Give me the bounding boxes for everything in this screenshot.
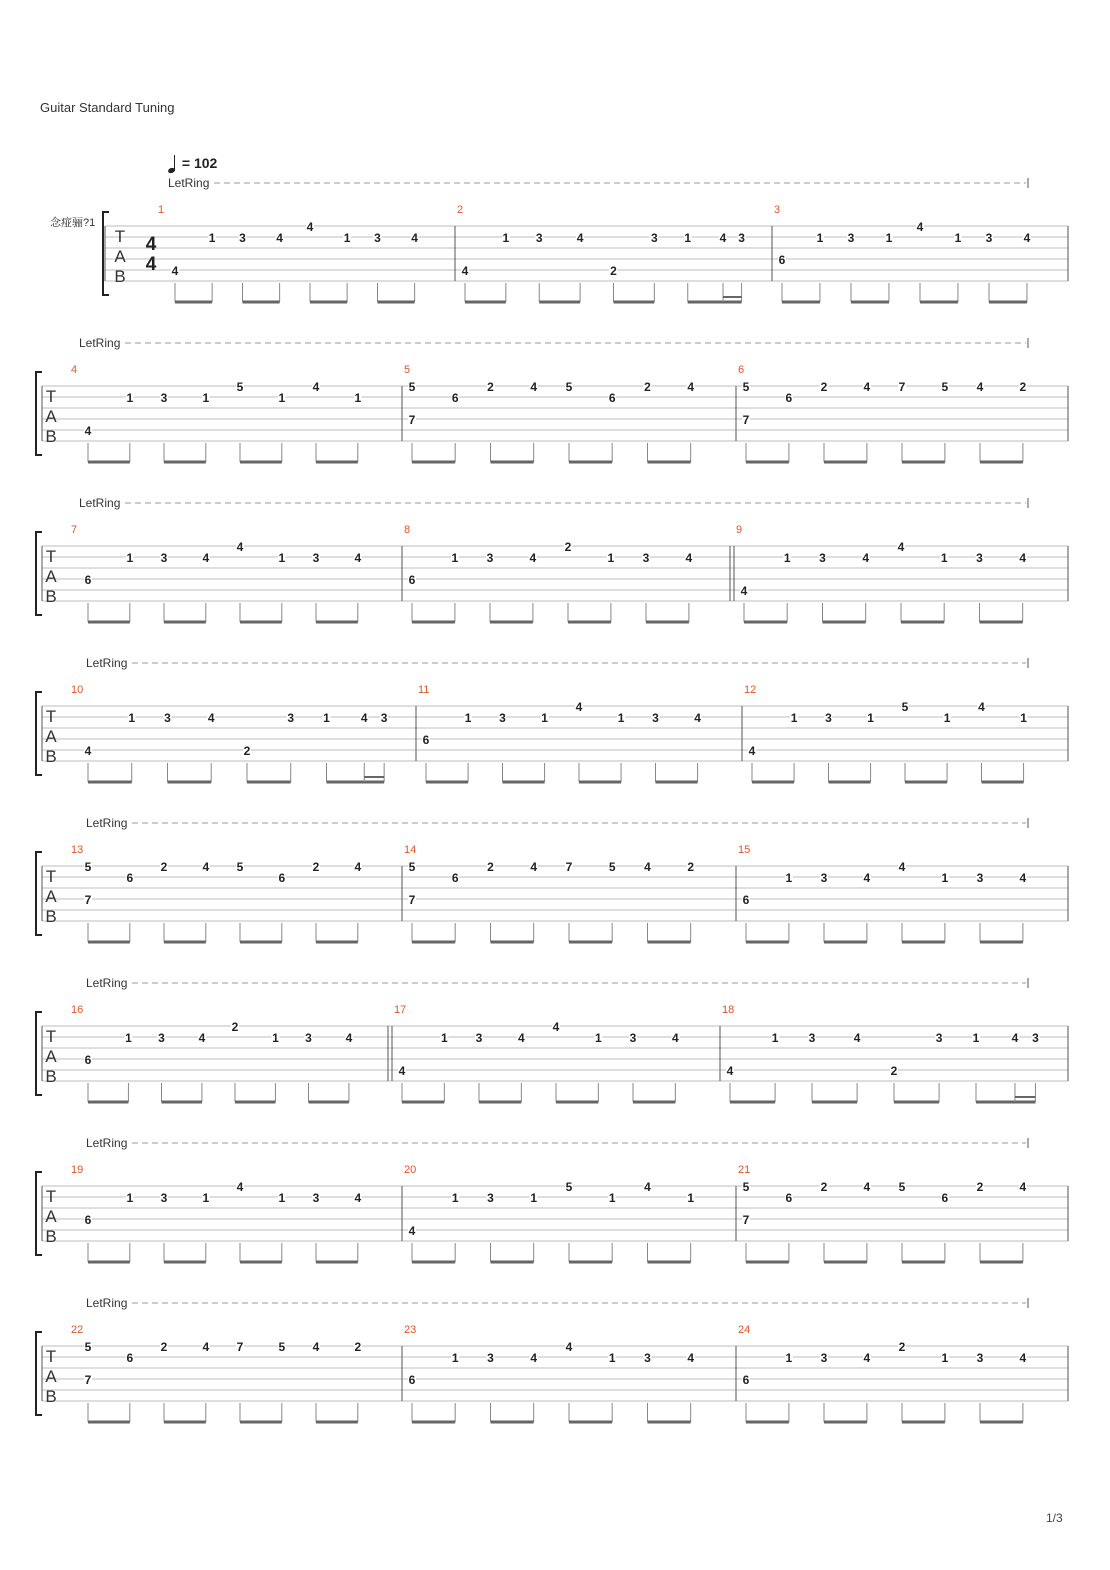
fret-number: 4 <box>84 424 92 438</box>
measure-number: 8 <box>404 524 411 536</box>
fret-number: 5 <box>408 380 416 394</box>
tab-clef-letter: T <box>45 387 57 406</box>
fret-number: 4 <box>644 860 651 874</box>
fret-number: 4 <box>171 264 179 278</box>
fret-number: 5 <box>565 380 573 394</box>
fret-number: 6 <box>785 391 793 405</box>
fret-number: 4 <box>740 584 748 598</box>
fret-number: 5 <box>565 1180 573 1194</box>
fret-number: 1 <box>126 551 134 565</box>
fret-number: 5 <box>608 860 616 874</box>
fret-number: 3 <box>380 711 388 725</box>
fret-number: 3 <box>475 1031 483 1045</box>
measure-number: 7 <box>71 524 78 536</box>
measure-number: 16 <box>71 1004 84 1016</box>
fret-number: 6 <box>278 871 286 885</box>
fret-number: 7 <box>84 893 92 907</box>
fret-number: 4 <box>1019 871 1027 885</box>
fret-number: 4 <box>236 1180 244 1194</box>
fret-number: 4 <box>916 220 924 234</box>
fret-number: 1 <box>885 231 893 245</box>
measure-number: 11 <box>418 684 430 696</box>
fret-number: 1 <box>943 711 951 725</box>
fret-number: 5 <box>236 860 244 874</box>
tab-clef-letter: A <box>45 887 57 906</box>
letring-label: LetRing <box>86 816 128 830</box>
fret-number: 3 <box>819 551 826 565</box>
fret-number: 1 <box>783 551 791 565</box>
fret-number: 1 <box>1020 711 1027 725</box>
system-bracket <box>36 692 42 775</box>
fret-number: 3 <box>652 711 659 725</box>
fret-number: 1 <box>202 1191 210 1205</box>
fret-number: 4 <box>685 551 693 565</box>
letring-label: LetRing <box>86 656 128 670</box>
fret-number: 1 <box>323 711 330 725</box>
fret-number: 1 <box>790 711 798 725</box>
tab-clef-letter: A <box>45 407 57 426</box>
fret-number: 5 <box>898 1180 906 1194</box>
letring-label: LetRing <box>86 976 128 990</box>
fret-number: 3 <box>738 231 745 245</box>
fret-number: 2 <box>687 860 695 874</box>
fret-number: 2 <box>564 540 572 554</box>
fret-number: 3 <box>985 231 993 245</box>
fret-number: 4 <box>398 1064 406 1078</box>
fret-number: 3 <box>976 551 983 565</box>
fret-number: 4 <box>575 700 583 714</box>
fret-number: 3 <box>164 711 171 725</box>
fret-number: 6 <box>742 893 750 907</box>
fret-number: 4 <box>312 1340 320 1354</box>
measure-number: 3 <box>774 204 781 216</box>
fret-number: 2 <box>610 264 617 278</box>
fret-number: 3 <box>158 1031 165 1045</box>
tab-clef-letter: B <box>45 427 57 446</box>
fret-number: 1 <box>126 391 134 405</box>
system-bracket <box>36 852 42 935</box>
fret-number: 4 <box>726 1064 734 1078</box>
fret-number: 4 <box>897 540 905 554</box>
fret-number: 1 <box>541 711 548 725</box>
fret-number: 5 <box>941 380 949 394</box>
track-name: 念痖骊?1 <box>50 217 96 229</box>
fret-number: 1 <box>816 231 824 245</box>
fret-number: 4 <box>863 1180 871 1194</box>
fret-number: 4 <box>202 551 210 565</box>
tab-clef-letter: A <box>114 247 126 266</box>
fret-number: 4 <box>1011 1031 1019 1045</box>
measure-number: 5 <box>404 364 411 376</box>
fret-number: 4 <box>202 1340 210 1354</box>
fret-number: 1 <box>607 551 615 565</box>
fret-number: 4 <box>354 551 362 565</box>
tab-clef-letter: B <box>45 1227 57 1246</box>
fret-number: 4 <box>518 1031 525 1045</box>
measure-number: 1 <box>158 204 165 216</box>
fret-number: 1 <box>785 1351 793 1365</box>
fret-number: 1 <box>867 711 874 725</box>
fret-number: 6 <box>84 1053 92 1067</box>
system-bracket <box>36 532 42 615</box>
fret-number: 5 <box>84 860 92 874</box>
measure-number: 15 <box>738 844 751 856</box>
fret-number: 2 <box>160 1340 168 1354</box>
fret-number: 5 <box>84 1340 92 1354</box>
fret-number: 4 <box>719 231 727 245</box>
system-bracket <box>36 1172 42 1255</box>
system-bracket <box>36 372 42 455</box>
fret-number: 4 <box>863 1351 871 1365</box>
tab-clef-letter: B <box>45 747 57 766</box>
fret-number: 4 <box>530 1351 538 1365</box>
fret-number: 4 <box>408 1224 416 1238</box>
fret-number: 6 <box>126 1351 134 1365</box>
measure-number: 17 <box>394 1004 407 1016</box>
fret-number: 3 <box>312 1191 320 1205</box>
tab-clef-letter: T <box>45 1187 57 1206</box>
fret-number: 6 <box>451 391 459 405</box>
fret-number: 5 <box>408 860 416 874</box>
measure-number: 9 <box>736 524 743 536</box>
measure-number: 13 <box>71 844 84 856</box>
fret-number: 1 <box>451 551 459 565</box>
fret-number: 1 <box>972 1031 980 1045</box>
fret-number: 4 <box>207 711 215 725</box>
fret-number: 1 <box>502 231 510 245</box>
fret-number: 1 <box>687 1191 695 1205</box>
fret-number: 1 <box>451 1351 459 1365</box>
fret-number: 1 <box>771 1031 779 1045</box>
fret-number: 7 <box>408 413 416 427</box>
fret-number: 4 <box>360 711 368 725</box>
fret-number: 1 <box>617 711 625 725</box>
fret-number: 3 <box>820 871 828 885</box>
measure-number: 6 <box>738 364 745 376</box>
fret-number: 1 <box>608 1351 616 1365</box>
measure-number: 18 <box>722 1004 735 1016</box>
fret-number: 2 <box>354 1340 362 1354</box>
fret-number: 3 <box>499 711 506 725</box>
fret-number: 7 <box>565 860 573 874</box>
fret-number: 7 <box>742 413 750 427</box>
fret-number: 1 <box>278 1191 286 1205</box>
tab-clef-letter: T <box>45 867 57 886</box>
measure-number: 24 <box>738 1324 751 1336</box>
fret-number: 6 <box>608 391 616 405</box>
fret-number: 4 <box>853 1031 861 1045</box>
fret-number: 2 <box>820 1180 828 1194</box>
fret-number: 7 <box>236 1340 244 1354</box>
fret-number: 2 <box>243 744 251 758</box>
tab-clef-letter: B <box>45 907 57 926</box>
fret-number: 1 <box>941 871 949 885</box>
fret-number: 3 <box>239 231 246 245</box>
tempo-equals: = <box>181 155 191 171</box>
fret-number: 7 <box>742 1213 750 1227</box>
fret-number: 3 <box>287 711 295 725</box>
fret-number: 7 <box>408 893 416 907</box>
letring-label: LetRing <box>168 176 210 190</box>
fret-number: 6 <box>126 871 134 885</box>
fret-number: 5 <box>901 700 909 714</box>
fret-number: 6 <box>941 1191 949 1205</box>
fret-number: 3 <box>644 1351 651 1365</box>
time-signature-top: 4 <box>145 234 157 255</box>
fret-number: 6 <box>742 1373 750 1387</box>
tab-clef-letter: B <box>114 267 126 286</box>
fret-number: 3 <box>486 551 494 565</box>
fret-number: 7 <box>84 1373 92 1387</box>
fret-number: 2 <box>487 380 494 394</box>
fret-number: 4 <box>306 220 314 234</box>
letring-label: LetRing <box>86 1296 128 1310</box>
fret-number: 1 <box>954 231 962 245</box>
fret-number: 1 <box>354 391 362 405</box>
time-signature-bottom: 4 <box>145 254 157 275</box>
fret-number: 3 <box>160 391 168 405</box>
tab-clef-letter: A <box>45 1367 57 1386</box>
fret-number: 1 <box>464 711 472 725</box>
measure-number: 20 <box>404 1164 417 1176</box>
fret-number: 3 <box>160 1191 168 1205</box>
letring-label: LetRing <box>79 336 121 350</box>
fret-number: 5 <box>236 380 244 394</box>
tab-clef-letter: B <box>45 1067 57 1086</box>
fret-number: 6 <box>785 1191 793 1205</box>
fret-number: 3 <box>487 1191 494 1205</box>
measure-number: 2 <box>457 204 464 216</box>
fret-number: 6 <box>451 871 459 885</box>
fret-number: 3 <box>808 1031 816 1045</box>
fret-number: 1 <box>278 391 286 405</box>
fret-number: 4 <box>687 380 695 394</box>
fret-number: 4 <box>198 1031 206 1045</box>
fret-number: 4 <box>1019 551 1027 565</box>
fret-number: 4 <box>1023 231 1031 245</box>
fret-number: 3 <box>847 231 855 245</box>
fret-number: 6 <box>408 573 416 587</box>
fret-number: 4 <box>863 871 871 885</box>
fret-number: 4 <box>687 1351 695 1365</box>
fret-number: 2 <box>644 380 651 394</box>
fret-number: 1 <box>684 231 692 245</box>
fret-number: 3 <box>374 231 381 245</box>
fret-number: 5 <box>742 380 750 394</box>
fret-number: 3 <box>160 551 168 565</box>
fret-number: 4 <box>694 711 701 725</box>
fret-number: 4 <box>565 1340 573 1354</box>
fret-number: 1 <box>126 1191 134 1205</box>
fret-number: 3 <box>976 871 984 885</box>
fret-number: 3 <box>535 231 543 245</box>
fret-number: 4 <box>354 1191 362 1205</box>
fret-number: 1 <box>272 1031 279 1045</box>
fret-number: 1 <box>785 871 793 885</box>
fret-number: 1 <box>202 391 210 405</box>
fret-number: 2 <box>820 380 828 394</box>
fret-number: 3 <box>650 231 658 245</box>
measure-number: 21 <box>738 1164 751 1176</box>
fret-number: 2 <box>312 860 320 874</box>
fret-number: 1 <box>441 1031 448 1045</box>
fret-number: 4 <box>236 540 244 554</box>
fret-number: 5 <box>742 1180 750 1194</box>
system-bracket <box>103 212 109 295</box>
fret-number: 4 <box>1019 1351 1027 1365</box>
fret-number: 4 <box>411 231 418 245</box>
fret-number: 7 <box>898 380 906 394</box>
fret-number: 1 <box>208 231 216 245</box>
fret-number: 6 <box>778 253 786 267</box>
fret-number: 1 <box>125 1031 132 1045</box>
tab-clef-letter: B <box>45 1387 57 1406</box>
fret-number: 4 <box>276 231 283 245</box>
fret-number: 4 <box>898 860 906 874</box>
fret-number: 4 <box>644 1180 651 1194</box>
fret-number: 4 <box>976 380 984 394</box>
letring-label: LetRing <box>86 1136 128 1150</box>
fret-number: 3 <box>825 711 832 725</box>
fret-number: 3 <box>976 1351 984 1365</box>
measure-number: 10 <box>71 684 84 696</box>
page-number: 1/3 <box>1046 1511 1063 1525</box>
fret-number: 1 <box>343 231 351 245</box>
fret-number: 6 <box>422 733 430 747</box>
fret-number: 1 <box>608 1191 616 1205</box>
tab-clef-letter: T <box>114 227 126 246</box>
fret-number: 2 <box>890 1064 898 1078</box>
fret-number: 3 <box>820 1351 828 1365</box>
fret-number: 4 <box>552 1020 560 1034</box>
tab-clef-letter: T <box>45 547 57 566</box>
measure-number: 23 <box>404 1324 417 1336</box>
fret-number: 2 <box>160 860 168 874</box>
fret-number: 3 <box>935 1031 943 1045</box>
fret-number: 6 <box>408 1373 416 1387</box>
tuning-title: Guitar Standard Tuning <box>40 100 175 115</box>
measure-number: 14 <box>404 844 417 856</box>
fret-number: 4 <box>312 380 320 394</box>
fret-number: 1 <box>278 551 286 565</box>
fret-number: 4 <box>461 264 469 278</box>
fret-number: 2 <box>898 1340 906 1354</box>
fret-number: 4 <box>863 380 871 394</box>
fret-number: 2 <box>1019 380 1027 394</box>
fret-number: 3 <box>1032 1031 1039 1045</box>
fret-number: 3 <box>629 1031 637 1045</box>
fret-number: 2 <box>231 1020 239 1034</box>
letring-label: LetRing <box>79 496 121 510</box>
tab-clef-letter: T <box>45 1027 57 1046</box>
fret-number: 4 <box>530 860 538 874</box>
system-bracket <box>36 1332 42 1415</box>
measure-number: 19 <box>71 1164 84 1176</box>
fret-number: 4 <box>345 1031 353 1045</box>
fret-number: 5 <box>278 1340 286 1354</box>
fret-number: 3 <box>305 1031 312 1045</box>
tab-clef-letter: A <box>45 727 57 746</box>
tab-clef-letter: T <box>45 1347 57 1366</box>
fret-number: 4 <box>748 744 756 758</box>
fret-number: 1 <box>941 1351 949 1365</box>
fret-number: 4 <box>978 700 985 714</box>
fret-number: 1 <box>940 551 948 565</box>
measure-number: 12 <box>744 684 757 696</box>
fret-number: 4 <box>202 860 210 874</box>
fret-number: 1 <box>530 1191 538 1205</box>
fret-number: 4 <box>84 744 92 758</box>
fret-number: 3 <box>487 1351 494 1365</box>
fret-number: 6 <box>84 1213 92 1227</box>
fret-number: 2 <box>487 860 494 874</box>
fret-number: 3 <box>642 551 650 565</box>
fret-number: 4 <box>530 380 538 394</box>
fret-number: 4 <box>1019 1180 1027 1194</box>
measure-number: 4 <box>71 364 78 376</box>
tempo-bpm: 102 <box>193 155 218 171</box>
fret-number: 1 <box>595 1031 602 1045</box>
measure-number: 22 <box>71 1324 84 1336</box>
tab-clef-letter: A <box>45 1047 57 1066</box>
fret-number: 3 <box>312 551 320 565</box>
fret-number: 1 <box>128 711 136 725</box>
fret-number: 4 <box>529 551 537 565</box>
fret-number: 4 <box>354 860 362 874</box>
tab-clef-letter: B <box>45 587 57 606</box>
fret-number: 4 <box>672 1031 679 1045</box>
system-bracket <box>36 1012 42 1095</box>
fret-number: 6 <box>84 573 92 587</box>
tab-clef-letter: A <box>45 567 57 586</box>
fret-number: 4 <box>862 551 870 565</box>
tab-clef-letter: T <box>45 707 57 726</box>
fret-number: 1 <box>451 1191 459 1205</box>
fret-number: 2 <box>976 1180 984 1194</box>
tab-clef-letter: A <box>45 1207 57 1226</box>
fret-number: 4 <box>576 231 584 245</box>
